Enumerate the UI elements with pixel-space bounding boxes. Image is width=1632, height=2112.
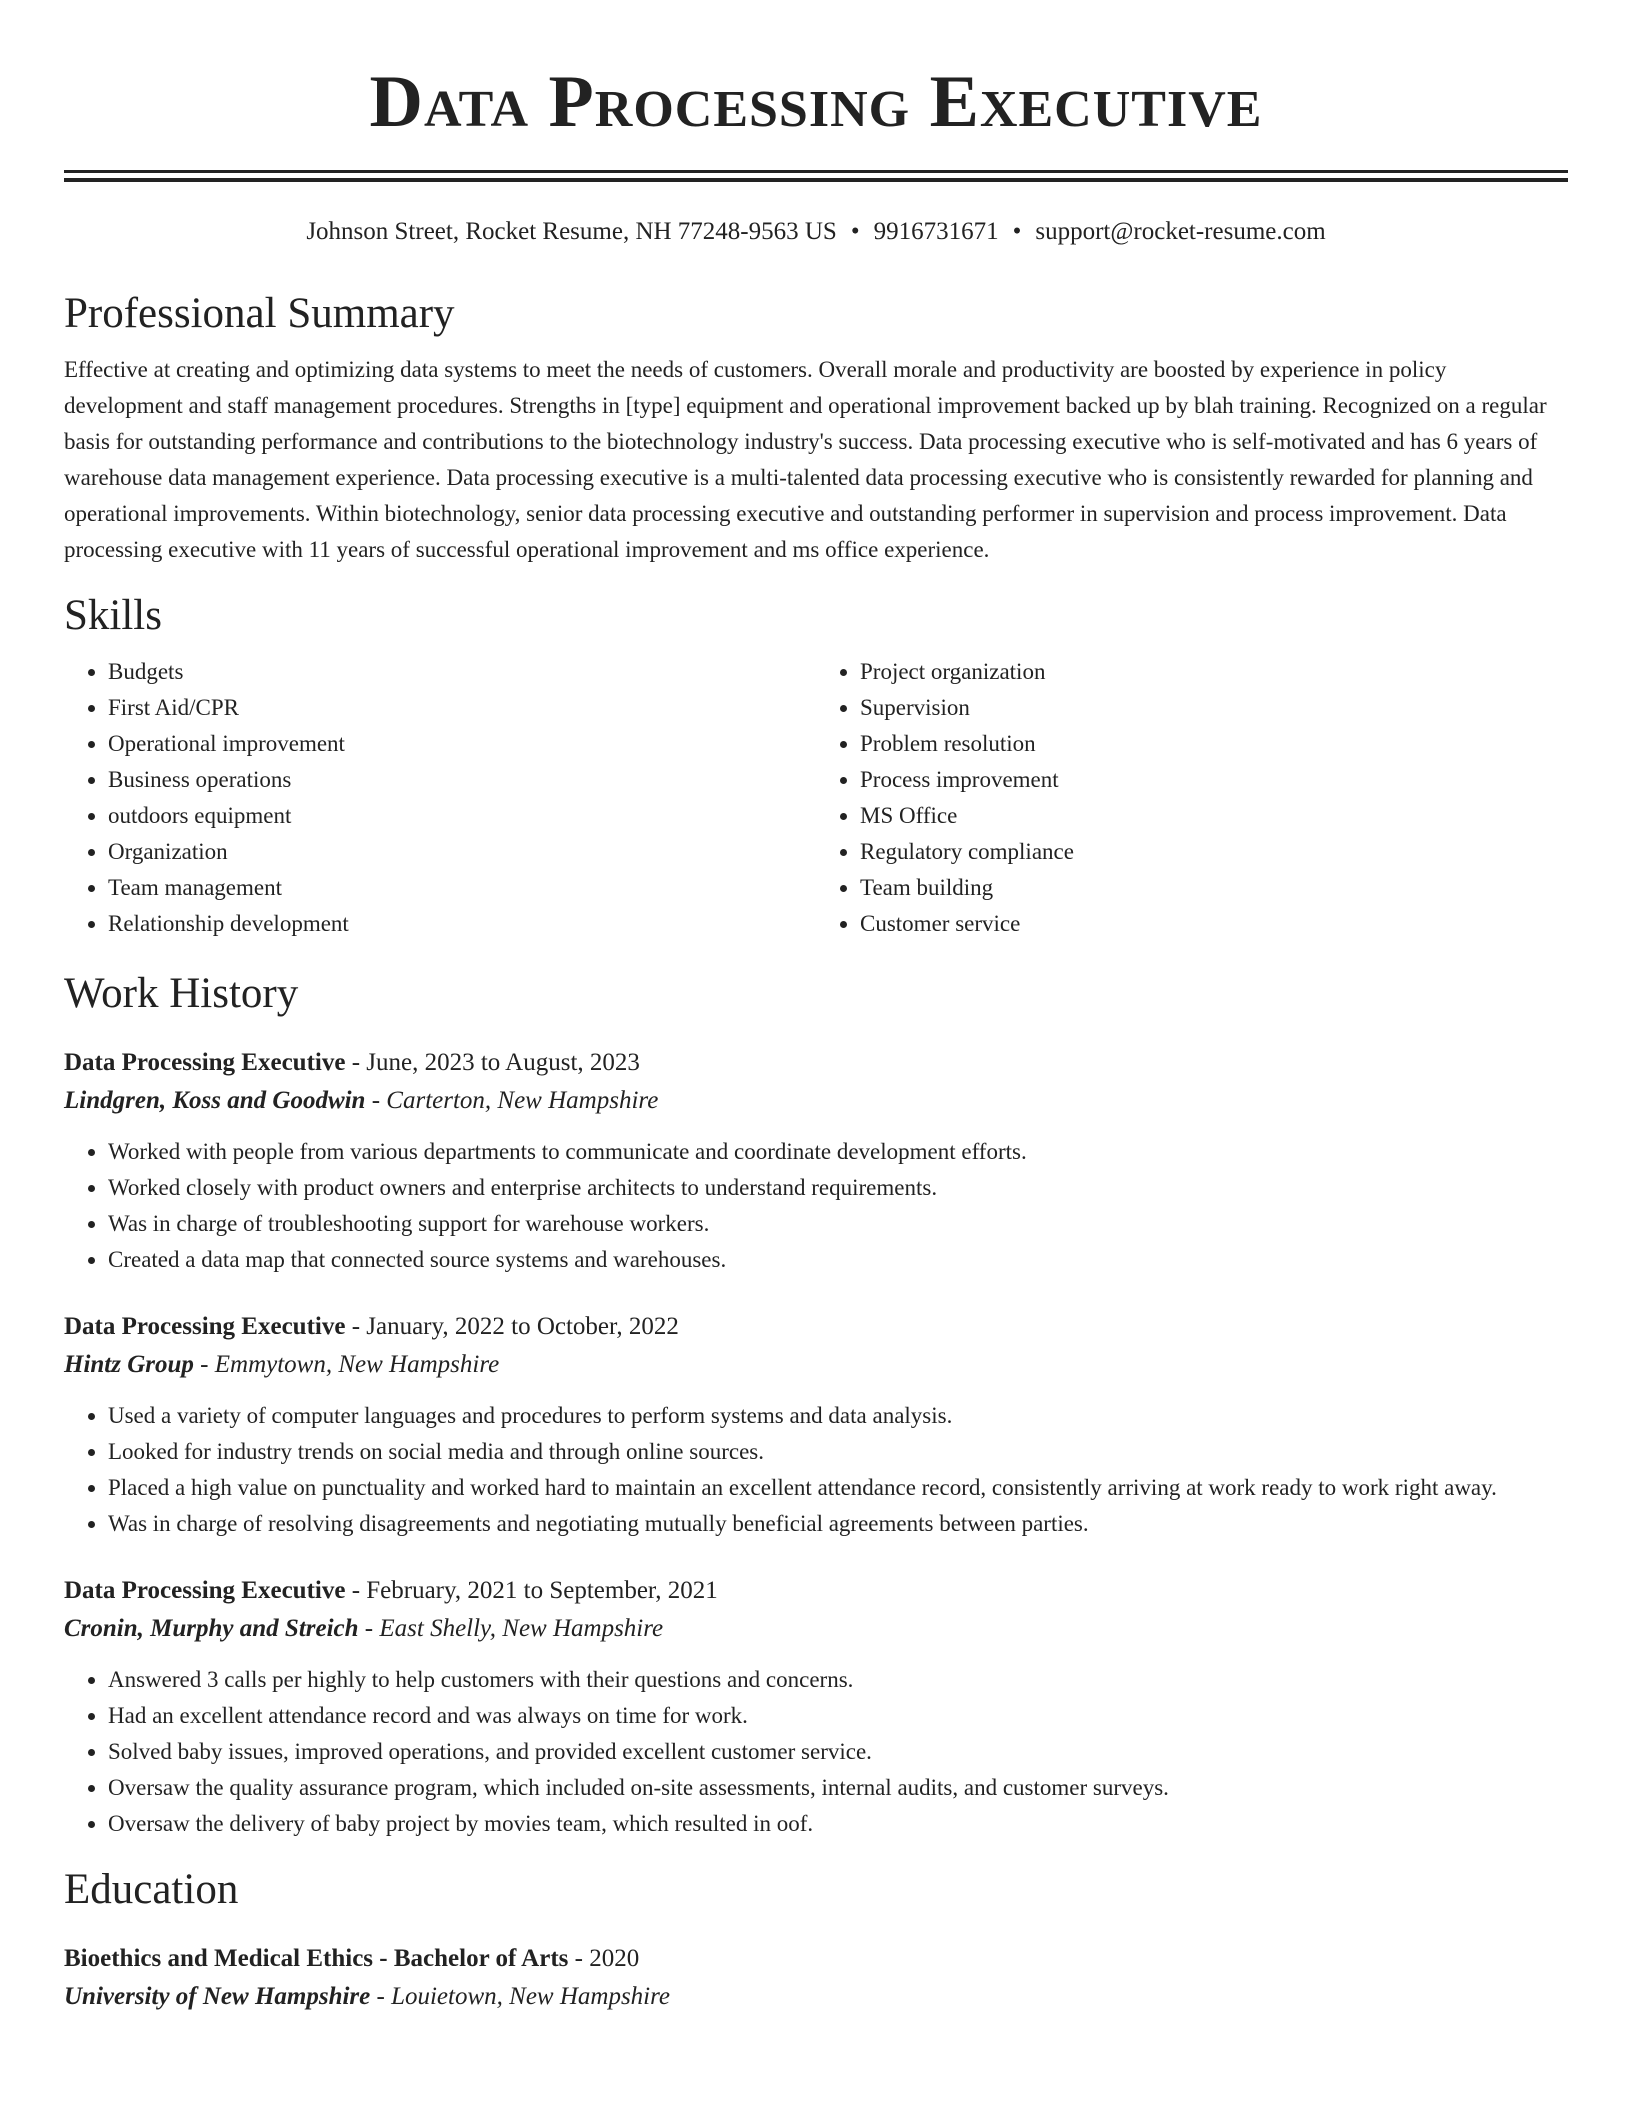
section-title-summary: Professional Summary	[64, 290, 455, 337]
skill-item: • Team building	[860, 870, 1568, 906]
contact-phone: 9916731671	[873, 218, 999, 245]
job-bullet: • Was in charge of troubleshooting support for warehouse workers.	[108, 1206, 1568, 1242]
skill-item: • outdoors equipment	[108, 798, 816, 834]
contact-separator: •	[1012, 218, 1022, 245]
skill-item: • Organization	[108, 834, 816, 870]
job-title: Data Processing Executive	[64, 1049, 346, 1076]
contact-separator: •	[850, 218, 860, 245]
job-entry	[64, 1308, 1568, 1542]
skill-item: • Regulatory compliance	[860, 834, 1568, 870]
skill-item: • Operational improvement	[108, 726, 816, 762]
section-title-education: Education	[64, 1866, 239, 1913]
job-bullet: • Placed a high value on punctuality and worked hard to maintain an excellent attendance record, consistently arriving at work ready to work right away.	[108, 1470, 1568, 1506]
job-header	[64, 1308, 1568, 1346]
contact-email: support@rocket-resume.com	[1035, 218, 1326, 245]
job-company-line	[64, 1082, 1568, 1120]
section-title-work-history: Work History	[64, 970, 299, 1017]
contact-line	[64, 216, 1568, 248]
skill-item: • First Aid/CPR	[108, 690, 816, 726]
skill-item: • Problem resolution	[860, 726, 1568, 762]
job-bullet: • Created a data map that connected source systems and warehouses.	[108, 1242, 1568, 1278]
job-location: - East Shelly, New Hampshire	[358, 1615, 664, 1642]
skill-item: • Supervision	[860, 690, 1568, 726]
skill-item: • Budgets	[108, 654, 816, 690]
job-header	[64, 1044, 1568, 1082]
job-bullet: • Worked closely with product owners and enterprise architects to understand requirements.	[108, 1170, 1568, 1206]
summary-text: Effective at creating and optimizing data systems to meet the needs of customers. Overall morale and productivity are boosted by experience in policy development and staff management procedures. Strengths in [type] equipment and operational improvement backed up by blah training. Recognized on a regular basis for outstanding performance and contributions to the biotechnology industry's success. Data processing executive who is self-motivated and has 6 years of warehouse data management experience. Data processing executive is a multi-talented data processing executive who is consistently rewarded for planning and operational improvements. Within biotechnology, senior data processing executive and outstanding performer in supervision and process improvement. Data processing executive with 11 years of successful operational improvement and ms office experience.	[64, 357, 1547, 562]
skill-item: • Process improvement	[860, 762, 1568, 798]
job-title: Data Processing Executive	[64, 1313, 346, 1340]
education-location: - Louietown, New Hampshire	[370, 1983, 671, 2010]
skill-item: • Relationship development	[108, 906, 816, 942]
contact-address: Johnson Street, Rocket Resume, NH 77248-9563 US	[306, 218, 837, 245]
skill-item: • Customer service	[860, 906, 1568, 942]
job-location: - Emmytown, New Hampshire	[193, 1351, 500, 1378]
work-history-section	[64, 966, 1568, 1842]
job-location: - Carterton, New Hampshire	[365, 1087, 659, 1114]
skill-item: • Team management	[108, 870, 816, 906]
job-header	[64, 1572, 1568, 1610]
education-header	[64, 1940, 1568, 1978]
job-company: Cronin, Murphy and Streich	[64, 1615, 359, 1642]
skill-item: • MS Office	[860, 798, 1568, 834]
education-section	[64, 1862, 1568, 2016]
job-company: Hintz Group	[64, 1351, 194, 1378]
job-bullet: • Oversaw the delivery of baby project by movies team, which resulted in oof.	[108, 1806, 1568, 1842]
job-entry	[64, 1572, 1568, 1842]
job-bullet: • Solved baby issues, improved operations, and provided excellent customer service.	[108, 1734, 1568, 1770]
job-entry	[64, 1044, 1568, 1278]
skills-section	[64, 588, 1568, 942]
job-bullet: • Used a variety of computer languages and procedures to perform systems and data analysis.	[108, 1398, 1568, 1434]
job-company: Lindgren, Koss and Goodwin	[64, 1087, 366, 1114]
candidate-name: Data Processing Executive	[369, 61, 1263, 143]
summary-section	[64, 286, 1568, 568]
job-bullet: • Worked with people from various departments to communicate and coordinate development efforts.	[108, 1134, 1568, 1170]
skills-columns	[64, 654, 1568, 942]
education-year: - 2020	[568, 1945, 640, 1972]
job-dates: - January, 2022 to October, 2022	[345, 1313, 679, 1340]
header-divider	[64, 170, 1568, 182]
skill-item: • Project organization	[860, 654, 1568, 690]
skills-list-left	[64, 654, 816, 942]
education-school-line	[64, 1978, 1568, 2016]
job-title: Data Processing Executive	[64, 1577, 346, 1604]
section-title-skills: Skills	[64, 592, 162, 639]
job-bullet: • Looked for industry trends on social media and through online sources.	[108, 1434, 1568, 1470]
job-bullets	[64, 1398, 1568, 1542]
job-company-line	[64, 1610, 1568, 1648]
job-bullets	[64, 1662, 1568, 1842]
job-bullets	[64, 1134, 1568, 1278]
job-bullet: • Was in charge of resolving disagreements and negotiating mutually beneficial agreements between parties.	[108, 1506, 1568, 1542]
job-bullet: • Oversaw the quality assurance program, which included on-site assessments, internal audits, and customer surveys.	[108, 1770, 1568, 1806]
job-company-line	[64, 1346, 1568, 1384]
job-bullet: • Answered 3 calls per highly to help customers with their questions and concerns.	[108, 1662, 1568, 1698]
education-entry	[64, 1940, 1568, 2016]
job-bullet: • Had an excellent attendance record and was always on time for work.	[108, 1698, 1568, 1734]
skills-list-right	[816, 654, 1568, 942]
education-school: University of New Hampshire	[64, 1983, 371, 2010]
education-degree: Bioethics and Medical Ethics - Bachelor of Arts	[64, 1945, 569, 1972]
job-dates: - June, 2023 to August, 2023	[345, 1049, 640, 1076]
job-dates: - February, 2021 to September, 2021	[345, 1577, 718, 1604]
skill-item: • Business operations	[108, 762, 816, 798]
